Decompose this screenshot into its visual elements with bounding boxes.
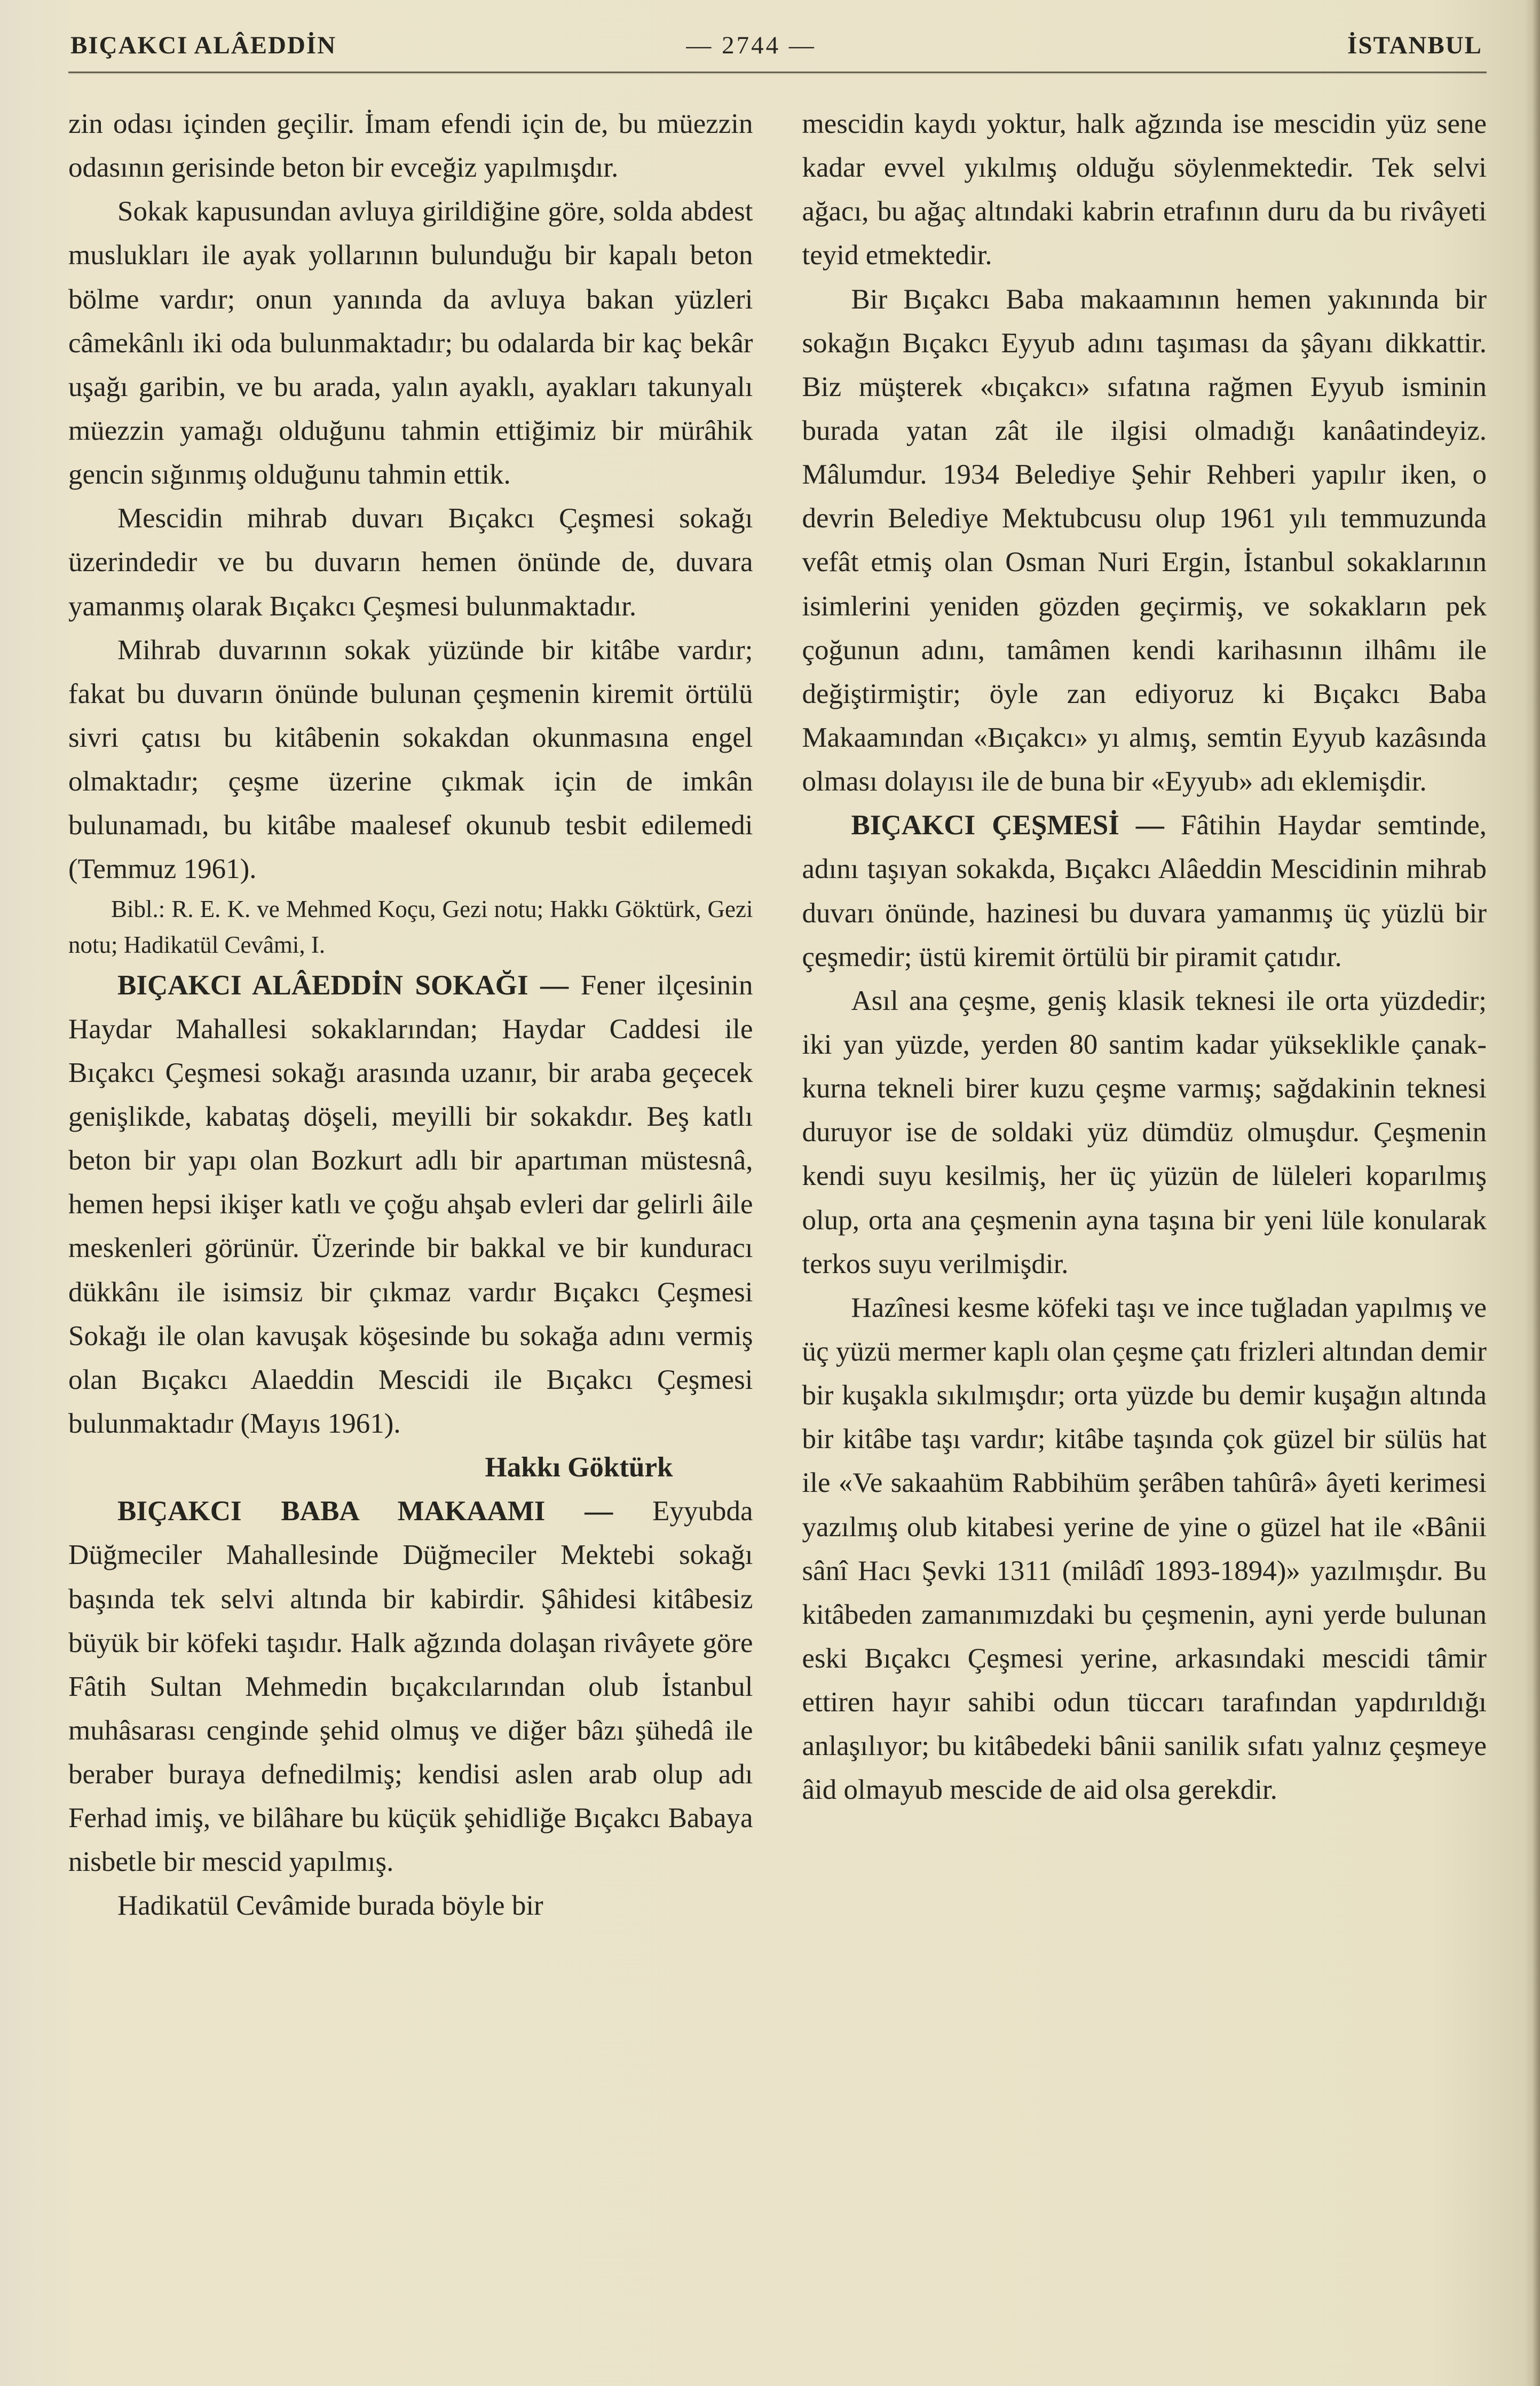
column-right xyxy=(802,102,1487,1928)
header-rule xyxy=(68,72,1487,73)
entry-title: BIÇAKCI ALÂEDDİN SOKAĞI — xyxy=(117,969,581,1001)
paragraph-text: Bir Bıçakcı Baba makaamının hemen yakınında bir sokağın Bıçakcı Eyyub adını taşıması da şâyanı dikkattir. Biz müşterek «bıçakcı» sıfatına rağmen Eyyub isminin burada yatan zât ile ilgisi olmadığı kanâatindeyiz. Mâlumdur. 1934 Belediye Şehir Rehberi yapılır iken, o devrin Belediye Mektubcusu olup 1961 yılı temmuzunda vefât etmiş olan Osman Nuri Ergin, İstanbul sokaklarının isimlerini yeniden gözden geçirmiş, ve sokakların pek çoğunun adını, tamâmen kendi karihasının ilhâmı ile değiştirmiştir; öyle zan ediyoruz ki Bıçakcı Baba Makaamından «Bıçakcı» yı almış, semtin Eyyub kazâsında olması dolayısı ile de buna bir «Eyyub» adı eklemişdir. xyxy=(802,283,1487,797)
paragraph-text: Mescidin mihrab duvarı Bıçakcı Çeşmesi sokağı üzerindedir ve bu duvarın hemen önünde de, duvara yamanmış olarak Bıçakcı Çeşmesi bulunmaktadır. xyxy=(68,503,753,622)
paragraph xyxy=(68,189,753,496)
running-header xyxy=(68,31,1487,60)
entry-title: BIÇAKCI BABA MAKAAMI — xyxy=(117,1496,653,1527)
paragraph-text: Sokak kapusundan avluya girildiğine göre, solda abdest muslukları ile ayak yollarının bulunduğu bir kapalı beton bölme vardır; onun yanında da avluya bakan yüzleri câmekânlı iki oda bulunmaktadır; bu odalarda bir kaç bekâr uşağı garibin, ve bu arada, yalın ayaklı, ayakları takunyalı müezzin yamağı olduğunu tahmin ettiğimiz bir mürâhik gencin sığınmış olduğunu tahmin ettik. xyxy=(68,196,753,491)
paragraph xyxy=(68,1489,753,1884)
running-title-right: İSTANBUL xyxy=(1347,31,1482,59)
paragraph xyxy=(68,628,753,891)
paragraph-text: zin odası içinden geçilir. İmam efendi için de, bu müezzin odasının gerisinde beton bir evceğiz yapılmışdır. xyxy=(68,108,753,184)
paragraph xyxy=(68,496,753,628)
entry-title: BIÇAKCI ÇEŞMESİ — xyxy=(851,810,1181,841)
paragraph xyxy=(802,278,1487,804)
paragraph-text: Asıl ana çeşme, geniş klasik teknesi ile orta yüzdedir; iki yan yüzde, yerden 80 santim kadar yükseklikle çanak-kurna tekneli birer kuzu çeşme varmış; sağdakinin teknesi duruyor ise de soldaki yüz dümdüz olmuşdur. Çeşmenin kendi suyu kesilmiş, her üç yüzün de lüleleri koparılmış olup, orta ana çeşmenin ayna taşına bir yeni lüle konularak terkos suyu verilmişdir. xyxy=(802,985,1487,1279)
bibliography xyxy=(68,891,753,963)
paragraph xyxy=(802,803,1487,979)
paragraph xyxy=(68,102,753,189)
paragraph xyxy=(68,963,753,1446)
paragraph-text: Eyyubda Düğmeciler Mahallesinde Düğmeciler Mektebi sokağı başında tek selvi altında bir kabirdir. Şâhidesi kitâbesiz büyük bir köfeki taşıdır. Halk ağzında dolaşan rivâyete göre Fâtih Sultan Mehmedin bıçakcılarından olub İstanbul muhâsarası cenginde şehid olmuş ve diğer bâzı şühedâ ile beraber buraya defnedilmiş; kendisi aslen arab olup adı Ferhad imiş, ve bilâhare bu küçük şehidliğe Bıçakcı Babaya nisbetle bir mescid yapılmış. xyxy=(68,1496,753,1878)
paragraph xyxy=(802,1286,1487,1812)
author-signature xyxy=(68,1445,753,1489)
paragraph-text: Hazînesi kesme köfeki taşı ve ince tuğladan yapılmış ve üç yüzü mermer kaplı olan çeşme çatı frizleri altından demir bir kuşakla sıkılmışdır; orta yüzde bu demir kuşağın altında bir kitâbe taşı vardır; kitâbe taşında çok güzel bir sülüs hat ile «Ve sakaahüm Rabbihüm şerâben tahûrâ» âyeti kerimesi yazılmış olub kitabesi yerine de yine o güzel hat ile «Bânii sânî Hacı Şevki 1311 (milâdî 1893-1894)» yazılmışdır. Bu kitâbeden zamanımızdaki bu çeşmenin, ayni yerde bulunan eski Bıçakcı Çeşmesi yerine, arkasındaki mescidi tâmir ettiren hayır sahibi odun tüccarı tarafından yapdırıldığı anlaşılıyor; bu kitâbedeki bânii sanilik sıfatı yalnız çeşmeye âid olmayub mescide de aid olsa gerekdir. xyxy=(802,1292,1487,1806)
running-title-left: BIÇAKCI ALÂEDDİN xyxy=(70,31,337,59)
paragraph xyxy=(68,1884,753,1927)
paragraph-text: mescidin kaydı yoktur, halk ağzında ise mescidin yüz sene kadar evvel yıkılmış olduğu söylenmektedir. Tek selvi ağacı, bu ağaç altındaki kabrin etrafının duru da bu rivâyeti teyid etmektedir. xyxy=(802,108,1487,271)
text-columns xyxy=(68,102,1487,1928)
column-left xyxy=(68,102,753,1928)
paragraph-text: Mihrab duvarının sokak yüzünde bir kitâbe vardır; fakat bu duvarın önünde bulunan çeşmenin kiremit örtülü sivri çatısı bu kitâbenin sokakdan okunmasına engel olmaktadır; çeşme üzerine çıkmak için de imkân bulunamadı, bu kitâbe maalesef okunub tesbit edilemedi (Temmuz 1961). xyxy=(68,634,753,885)
paragraph-text: Fener ilçesinin Haydar Mahallesi sokaklarından; Haydar Caddesi ile Bıçakcı Çeşmesi sokağı arasında uzanır, bir araba geçecek genişlikde, kabataş döşeli, meyilli bir sokakdır. Beş katlı beton bir yapı olan Bozkurt adlı bir apartıman müstesnâ, hemen hepsi ikişer katlı ve çoğu ahşab evleri dar gelirli âile meskenleri görünür. Üzerinde bir bakkal ve bir kunduracı dükkânı ile isimsiz bir çıkmaz vardır Bıçakcı Çeşmesi Sokağı ile olan kavuşak köşesinde bu sokağa adını vermiş olan Bıçakcı Alaeddin Mescidi ile Bıçakcı Çeşmesi bulunmaktadır (Mayıs 1961). xyxy=(68,969,753,1439)
bibliography-text: Bibl.: R. E. K. ve Mehmed Koçu, Gezi notu; Hakkı Göktürk, Gezi notu; Hadikatül Cevâmi, I. xyxy=(68,895,753,959)
page-number: — 2744 — xyxy=(686,31,816,59)
paragraph-text: Hadikatül Cevâmide burada böyle bir xyxy=(117,1890,543,1922)
paragraph-text: Fâtihin Haydar semtinde, adını taşıyan sokakda, Bıçakcı Alâeddin Mescidinin mihrab duvarı önünde, hazinesi bu duvara yamanmış üç yüzlü bir çeşmedir; üstü kiremit örtülü bir piramit çatıdır. xyxy=(802,810,1487,973)
paragraph xyxy=(802,102,1487,278)
paragraph xyxy=(802,979,1487,1286)
author-name: Hakkı Göktürk xyxy=(485,1452,673,1483)
